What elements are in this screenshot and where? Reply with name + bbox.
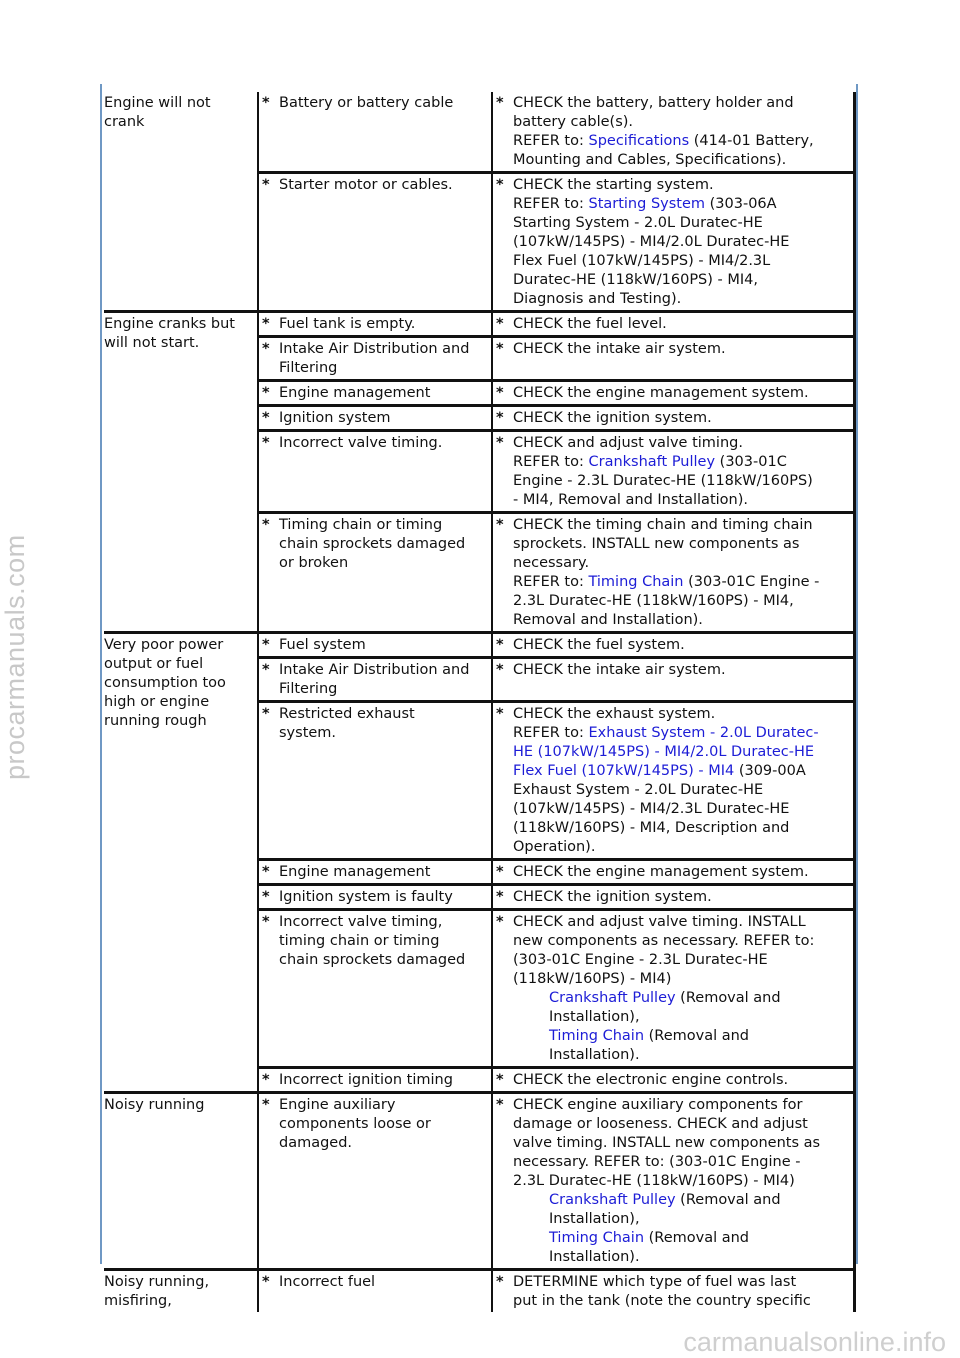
action-text: REFER to: bbox=[513, 133, 589, 149]
page-frame-right bbox=[856, 84, 858, 1264]
action-line bbox=[513, 932, 851, 951]
symptom-cell bbox=[104, 1093, 258, 1270]
cause-cell bbox=[258, 860, 492, 885]
reference-link[interactable]: Timing Chain bbox=[588, 574, 684, 590]
action-line bbox=[513, 1248, 851, 1267]
action-text: Installation). bbox=[549, 1047, 640, 1063]
action-text: (Removal and bbox=[675, 990, 781, 1006]
action-line bbox=[513, 863, 851, 882]
action-line bbox=[513, 113, 851, 132]
bullet-star: * bbox=[496, 410, 504, 426]
action-text: sprockets. INSTALL new components as bbox=[513, 536, 800, 552]
symptom-line: output or fuel bbox=[104, 656, 204, 672]
action-text: (303-06A bbox=[705, 196, 777, 212]
bullet-star: * bbox=[262, 435, 270, 451]
reference-link[interactable]: Timing Chain bbox=[549, 1028, 645, 1044]
action-line bbox=[513, 453, 851, 472]
action-cell bbox=[492, 337, 854, 381]
action-line bbox=[513, 661, 851, 680]
cause-line: system. bbox=[279, 725, 337, 741]
cause-line: Restricted exhaust bbox=[279, 706, 415, 722]
cause-cell bbox=[258, 658, 492, 702]
cause-cell bbox=[258, 173, 492, 312]
symptom-cell bbox=[104, 633, 258, 1093]
action-line bbox=[513, 491, 851, 510]
action-cell bbox=[492, 658, 854, 702]
action-line bbox=[513, 592, 851, 611]
action-text: CHECK the fuel level. bbox=[513, 316, 667, 332]
action-text: CHECK and adjust valve timing. bbox=[513, 435, 743, 451]
cause-item bbox=[259, 1096, 491, 1153]
action-line bbox=[513, 1172, 851, 1191]
cause-line: Incorrect fuel bbox=[279, 1274, 376, 1290]
bullet-star: * bbox=[262, 95, 270, 111]
table-row bbox=[104, 92, 854, 173]
cause-line: Fuel system bbox=[279, 637, 366, 653]
cause-cell bbox=[258, 1068, 492, 1093]
reference-link[interactable]: Starting System bbox=[588, 196, 706, 212]
cause-line: Intake Air Distribution and bbox=[279, 662, 470, 678]
cause-item bbox=[259, 705, 491, 743]
cause-item bbox=[259, 1273, 491, 1292]
action-item bbox=[493, 434, 853, 510]
action-line bbox=[513, 762, 851, 781]
action-item bbox=[493, 315, 853, 334]
action-text: CHECK the engine management system. bbox=[513, 864, 809, 880]
symptom-line: will not start. bbox=[104, 335, 200, 351]
action-cell bbox=[492, 173, 854, 312]
action-line bbox=[513, 195, 851, 214]
cause-item bbox=[259, 863, 491, 882]
action-text: (Removal and bbox=[644, 1230, 750, 1246]
bullet-star: * bbox=[496, 637, 504, 653]
action-text: new components as necessary. REFER to: bbox=[513, 933, 815, 949]
action-cell bbox=[492, 513, 854, 633]
action-line bbox=[513, 1046, 851, 1065]
cause-item bbox=[259, 636, 491, 655]
action-line bbox=[513, 1071, 851, 1090]
action-cell bbox=[492, 431, 854, 513]
bullet-star: * bbox=[262, 706, 270, 722]
action-text: CHECK the engine management system. bbox=[513, 385, 809, 401]
cause-item bbox=[259, 409, 491, 428]
bullet-star: * bbox=[496, 341, 504, 357]
action-cell bbox=[492, 1068, 854, 1093]
action-item bbox=[493, 661, 853, 680]
cause-line: or broken bbox=[279, 555, 349, 571]
bullet-star: * bbox=[262, 662, 270, 678]
cause-cell bbox=[258, 337, 492, 381]
action-cell bbox=[492, 633, 854, 658]
action-cell bbox=[492, 1093, 854, 1270]
table-row bbox=[104, 1270, 854, 1313]
symptom-line: Engine will not bbox=[104, 95, 211, 111]
cause-line: Filtering bbox=[279, 360, 338, 376]
bullet-star: * bbox=[262, 864, 270, 880]
cause-item bbox=[259, 340, 491, 378]
bullet-star: * bbox=[262, 914, 270, 930]
cause-cell bbox=[258, 513, 492, 633]
action-item bbox=[493, 913, 853, 1065]
cause-line: Ignition system bbox=[279, 410, 391, 426]
page-frame-left bbox=[100, 84, 102, 1264]
bullet-star: * bbox=[262, 316, 270, 332]
bullet-star: * bbox=[496, 889, 504, 905]
cause-cell bbox=[258, 92, 492, 173]
action-text: Removal and Installation). bbox=[513, 612, 703, 628]
action-text: CHECK the ignition system. bbox=[513, 410, 712, 426]
cause-item bbox=[259, 661, 491, 699]
cause-cell bbox=[258, 1093, 492, 1270]
cause-item bbox=[259, 315, 491, 334]
action-text: CHECK the fuel system. bbox=[513, 637, 685, 653]
bullet-star: * bbox=[496, 517, 504, 533]
action-line bbox=[513, 1210, 851, 1229]
action-text: REFER to: bbox=[513, 196, 589, 212]
cause-cell bbox=[258, 910, 492, 1068]
action-text: Operation). bbox=[513, 839, 596, 855]
bullet-star: * bbox=[262, 1274, 270, 1290]
action-line bbox=[513, 1191, 851, 1210]
action-line bbox=[513, 611, 851, 630]
cause-line: Ignition system is faulty bbox=[279, 889, 453, 905]
bullet-star: * bbox=[496, 1274, 504, 1290]
cause-line: Intake Air Distribution and bbox=[279, 341, 470, 357]
action-line bbox=[513, 743, 851, 762]
symptom-cell bbox=[104, 92, 258, 312]
action-text: (303-01C Engine - 2.3L Duratec-HE bbox=[513, 952, 768, 968]
action-text: CHECK the starting system. bbox=[513, 177, 714, 193]
action-line bbox=[513, 151, 851, 170]
action-line bbox=[513, 233, 851, 252]
cause-line: Filtering bbox=[279, 681, 338, 697]
action-item bbox=[493, 863, 853, 882]
action-line bbox=[513, 800, 851, 819]
action-text: Flex Fuel (107kW/145PS) - MI4/2.3L bbox=[513, 253, 771, 269]
action-item bbox=[493, 636, 853, 655]
bullet-star: * bbox=[496, 706, 504, 722]
action-line bbox=[513, 970, 851, 989]
symptom-line: Noisy running, bbox=[104, 1274, 210, 1290]
action-text: Duratec-HE (118kW/160PS) - MI4, bbox=[513, 272, 758, 288]
bottom-watermark: carmanualsonline.info bbox=[683, 1327, 946, 1357]
cause-item bbox=[259, 516, 491, 573]
action-text: (414-01 Battery, bbox=[689, 133, 814, 149]
bullet-star: * bbox=[496, 864, 504, 880]
action-text: (309-00A bbox=[734, 763, 806, 779]
cause-item bbox=[259, 1071, 491, 1090]
action-line bbox=[513, 271, 851, 290]
symptom-line: consumption too bbox=[104, 675, 226, 691]
action-text: (118kW/160PS) - MI4, Description and bbox=[513, 820, 790, 836]
action-line bbox=[513, 516, 851, 535]
bullet-star: * bbox=[262, 410, 270, 426]
action-text: (Removal and bbox=[675, 1192, 781, 1208]
action-text: damage or looseness. CHECK and adjust bbox=[513, 1116, 808, 1132]
action-line bbox=[513, 838, 851, 857]
bullet-star: * bbox=[496, 1097, 504, 1113]
symptom-line: crank bbox=[104, 114, 145, 130]
action-line bbox=[513, 384, 851, 403]
action-text: (Removal and bbox=[644, 1028, 750, 1044]
action-line bbox=[513, 781, 851, 800]
symptom-line: high or engine bbox=[104, 694, 210, 710]
cause-cell bbox=[258, 381, 492, 406]
reference-link[interactable]: Crankshaft Pulley bbox=[588, 454, 716, 470]
action-line bbox=[513, 819, 851, 838]
action-item bbox=[493, 409, 853, 428]
action-text: (303-01C Engine - bbox=[683, 574, 820, 590]
action-text: battery cable(s). bbox=[513, 114, 634, 130]
bullet-star: * bbox=[496, 385, 504, 401]
action-text: CHECK the timing chain and timing chain bbox=[513, 517, 813, 533]
symptom-line: misfiring, bbox=[104, 1293, 172, 1309]
symptom-line: Engine cranks but bbox=[104, 316, 235, 332]
action-cell bbox=[492, 910, 854, 1068]
cause-cell bbox=[258, 702, 492, 860]
cause-cell bbox=[258, 885, 492, 910]
bullet-star: * bbox=[262, 1072, 270, 1088]
action-line bbox=[513, 132, 851, 151]
action-text: Exhaust System - 2.0L Duratec-HE bbox=[513, 782, 764, 798]
action-text: (118kW/160PS) - MI4) bbox=[513, 971, 672, 987]
action-line bbox=[513, 472, 851, 491]
bullet-star: * bbox=[262, 517, 270, 533]
action-item bbox=[493, 1096, 853, 1267]
action-line bbox=[513, 252, 851, 271]
action-line bbox=[513, 434, 851, 453]
cause-line: Incorrect valve timing, bbox=[279, 914, 443, 930]
reference-link[interactable]: HE (107kW/145PS) - MI4/2.0L Duratec-HE bbox=[513, 744, 815, 760]
reference-link[interactable]: Exhaust System - 2.0L Duratec- bbox=[588, 725, 819, 741]
symptom-line: running rough bbox=[104, 713, 207, 729]
action-text: Diagnosis and Testing). bbox=[513, 291, 682, 307]
action-text: CHECK the intake air system. bbox=[513, 662, 726, 678]
action-line bbox=[513, 535, 851, 554]
action-text: CHECK the electronic engine controls. bbox=[513, 1072, 789, 1088]
action-line bbox=[513, 409, 851, 428]
action-text: 2.3L Duratec-HE (118kW/160PS) - MI4) bbox=[513, 1173, 795, 1189]
action-cell bbox=[492, 1270, 854, 1313]
action-text: necessary. REFER to: (303-01C Engine - bbox=[513, 1154, 801, 1170]
action-line bbox=[513, 176, 851, 195]
action-text: put in the tank (note the country specific bbox=[513, 1293, 811, 1309]
cause-line: Incorrect valve timing. bbox=[279, 435, 443, 451]
action-line bbox=[513, 214, 851, 233]
action-text: CHECK the exhaust system. bbox=[513, 706, 716, 722]
cause-line: chain sprockets damaged bbox=[279, 952, 466, 968]
action-line bbox=[513, 1229, 851, 1248]
action-item bbox=[493, 176, 853, 309]
action-line bbox=[513, 315, 851, 334]
action-text: Installation). bbox=[549, 1249, 640, 1265]
action-cell bbox=[492, 406, 854, 431]
cause-line: Fuel tank is empty. bbox=[279, 316, 416, 332]
diagnosis-table bbox=[104, 92, 856, 1312]
reference-link[interactable]: Specifications bbox=[588, 133, 690, 149]
cause-line: Battery or battery cable bbox=[279, 95, 454, 111]
action-text: Installation), bbox=[549, 1009, 640, 1025]
cause-line: timing chain or timing bbox=[279, 933, 440, 949]
symptom-cell bbox=[104, 1270, 258, 1313]
cause-cell bbox=[258, 633, 492, 658]
action-line bbox=[513, 913, 851, 932]
reference-link[interactable]: Crankshaft Pulley bbox=[549, 990, 676, 1006]
cause-line: Engine management bbox=[279, 385, 431, 401]
cause-line: components loose or bbox=[279, 1116, 431, 1132]
action-line bbox=[513, 1096, 851, 1115]
action-line bbox=[513, 636, 851, 655]
action-text: CHECK the ignition system. bbox=[513, 889, 712, 905]
action-text: REFER to: bbox=[513, 454, 589, 470]
action-item bbox=[493, 1273, 853, 1311]
action-line bbox=[513, 1008, 851, 1027]
bullet-star: * bbox=[496, 914, 504, 930]
bullet-star: * bbox=[262, 385, 270, 401]
action-text: Starting System - 2.0L Duratec-HE bbox=[513, 215, 763, 231]
bullet-star: * bbox=[262, 177, 270, 193]
table-row bbox=[104, 312, 854, 337]
cause-item bbox=[259, 176, 491, 195]
action-text: (107kW/145PS) - MI4/2.3L Duratec-HE bbox=[513, 801, 790, 817]
action-line bbox=[513, 888, 851, 907]
action-line bbox=[513, 554, 851, 573]
action-text: REFER to: bbox=[513, 725, 589, 741]
cause-line: Engine management bbox=[279, 864, 431, 880]
action-text: Engine - 2.3L Duratec-HE (118kW/160PS) bbox=[513, 473, 813, 489]
action-text: (303-01C bbox=[715, 454, 787, 470]
symptom-cell bbox=[104, 312, 258, 633]
action-item bbox=[493, 516, 853, 630]
cause-item bbox=[259, 913, 491, 970]
reference-link[interactable]: Crankshaft Pulley bbox=[549, 1192, 676, 1208]
action-text: Mounting and Cables, Specifications). bbox=[513, 152, 787, 168]
action-line bbox=[513, 290, 851, 309]
action-cell bbox=[492, 885, 854, 910]
cause-cell bbox=[258, 312, 492, 337]
cause-line: Incorrect ignition timing bbox=[279, 1072, 453, 1088]
action-item bbox=[493, 94, 853, 170]
action-line bbox=[513, 1273, 851, 1292]
action-line bbox=[513, 1027, 851, 1046]
action-text: 2.3L Duratec-HE (118kW/160PS) - MI4, bbox=[513, 593, 794, 609]
action-text: necessary. bbox=[513, 555, 590, 571]
action-text: CHECK the intake air system. bbox=[513, 341, 726, 357]
action-cell bbox=[492, 702, 854, 860]
table-row bbox=[104, 633, 854, 658]
bullet-star: * bbox=[262, 889, 270, 905]
action-line bbox=[513, 573, 851, 592]
cause-line: Engine auxiliary bbox=[279, 1097, 396, 1113]
reference-link[interactable]: Flex Fuel (107kW/145PS) - MI4 bbox=[513, 763, 735, 779]
action-text: Installation), bbox=[549, 1211, 640, 1227]
bullet-star: * bbox=[496, 177, 504, 193]
action-line bbox=[513, 1134, 851, 1153]
table-row bbox=[104, 1093, 854, 1270]
bullet-star: * bbox=[496, 435, 504, 451]
action-item bbox=[493, 340, 853, 359]
action-line bbox=[513, 94, 851, 113]
action-item bbox=[493, 888, 853, 907]
action-item bbox=[493, 705, 853, 857]
bullet-star: * bbox=[262, 341, 270, 357]
bullet-star: * bbox=[496, 95, 504, 111]
action-item bbox=[493, 384, 853, 403]
action-text: DETERMINE which type of fuel was last bbox=[513, 1274, 797, 1290]
cause-line: Timing chain or timing bbox=[279, 517, 443, 533]
action-text: CHECK the battery, battery holder and bbox=[513, 95, 794, 111]
cause-item bbox=[259, 94, 491, 113]
cause-line: damaged. bbox=[279, 1135, 353, 1151]
bullet-star: * bbox=[496, 662, 504, 678]
action-text: (107kW/145PS) - MI4/2.0L Duratec-HE bbox=[513, 234, 790, 250]
action-line bbox=[513, 951, 851, 970]
reference-link[interactable]: Timing Chain bbox=[549, 1230, 645, 1246]
cause-cell bbox=[258, 1270, 492, 1313]
action-line bbox=[513, 989, 851, 1008]
action-line bbox=[513, 724, 851, 743]
cause-line: Starter motor or cables. bbox=[279, 177, 453, 193]
bullet-star: * bbox=[496, 1072, 504, 1088]
action-text: valve timing. INSTALL new components as bbox=[513, 1135, 821, 1151]
action-item bbox=[493, 1071, 853, 1090]
action-cell bbox=[492, 312, 854, 337]
action-text: REFER to: bbox=[513, 574, 589, 590]
action-text: - MI4, Removal and Installation). bbox=[513, 492, 748, 508]
action-cell bbox=[492, 860, 854, 885]
action-cell bbox=[492, 381, 854, 406]
cause-item bbox=[259, 384, 491, 403]
cause-line: chain sprockets damaged bbox=[279, 536, 466, 552]
symptom-line: Noisy running bbox=[104, 1097, 205, 1113]
cause-cell bbox=[258, 431, 492, 513]
side-watermark: procarmanuals.com bbox=[0, 534, 30, 780]
bullet-star: * bbox=[262, 637, 270, 653]
action-line bbox=[513, 1153, 851, 1172]
cause-item bbox=[259, 888, 491, 907]
action-line bbox=[513, 1115, 851, 1134]
cause-cell bbox=[258, 406, 492, 431]
action-text: CHECK engine auxiliary components for bbox=[513, 1097, 803, 1113]
action-line bbox=[513, 705, 851, 724]
bullet-star: * bbox=[496, 316, 504, 332]
action-line bbox=[513, 1292, 851, 1311]
cause-item bbox=[259, 434, 491, 453]
bullet-star: * bbox=[262, 1097, 270, 1113]
symptom-line: Very poor power bbox=[104, 637, 224, 653]
action-cell bbox=[492, 92, 854, 173]
action-text: CHECK and adjust valve timing. INSTALL bbox=[513, 914, 806, 930]
action-line bbox=[513, 340, 851, 359]
